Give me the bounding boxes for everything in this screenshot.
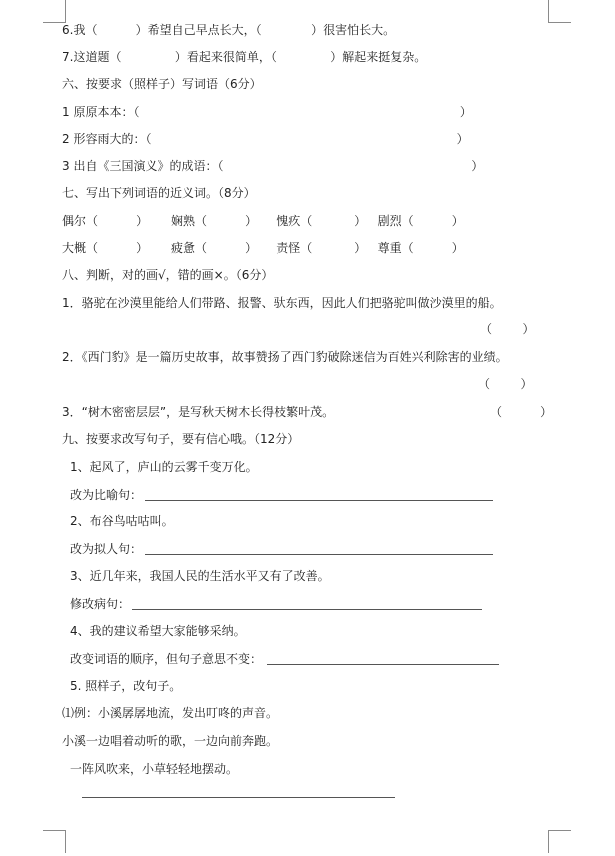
item-6-3: 3 出自《三国演义》的成语：（ ） [62,159,484,173]
section-7-heading: 七、写出下列词语的近义词。（8分） [62,186,256,200]
item-6-1: 1 原原本本：（ ） [62,105,472,119]
answer-line-1 [145,500,493,501]
question-6: 6.我（ ）希望自己早点长大，（ ）很害怕长大。 [62,23,396,37]
rewrite-5-example: ⑴例：小溪孱孱地流，发出叮咚的声音。 [62,706,279,720]
section-6-heading: 六、按要求（照样子）写词语（6分） [62,77,262,91]
crop-mark-bottom-right [548,830,571,853]
crop-mark-top-left [43,0,66,23]
rewrite-3-prompt: 修改病句： [70,597,131,611]
section-8-heading: 八、判断，对的画√，错的画×。（6分） [62,268,274,282]
rewrite-1: 1、起风了，庐山的云雾千变万化。 [70,460,258,474]
rewrite-2: 2、布谷鸟咕咕叫。 [70,514,174,528]
rewrite-5-task: 一阵风吹来，小草轻轻地摆动。 [70,762,239,776]
rewrite-2-prompt: 改为拟人句： [70,542,143,556]
synonym-row-1: 偶尔（ ） 娴熟（ ） 愧疚（ ） 剧烈（ ） [62,214,464,228]
rewrite-5-model: 小溪一边唱着动听的歌，一边向前奔跑。 [62,734,279,748]
judge-3: 3．“树木密密层层”，是写秋天树木长得枝繁叶茂。 [62,405,335,419]
judge-3-answer: （ ） [490,405,553,419]
rewrite-3: 3、近几年来，我国人民的生活水平又有了改善。 [70,569,330,583]
judge-2-answer: （ ） [478,377,533,391]
question-7: 7.这道题（ ）看起来很简单，（ ）解起来挺复杂。 [62,50,427,64]
section-9-heading: 九、按要求改写句子，要有信心哦。（12分） [62,432,300,446]
rewrite-5: 5. 照样子，改句子。 [70,679,182,693]
judge-2: 2．《西门豹》是一篇历史故事，故事赞扬了西门豹破除迷信为百姓兴利除害的业绩。 [62,350,508,364]
judge-1-answer: （ ） [480,322,535,336]
crop-mark-bottom-left [43,830,66,853]
judge-1: 1．骆驼在沙漠里能给人们带路、报警、驮东西，因此人们把骆驼叫做沙漠里的船。 [62,296,502,310]
crop-mark-top-right [548,0,571,23]
rewrite-4: 4、我的建议希望大家能够采纳。 [70,624,246,638]
answer-line-4 [267,664,499,665]
answer-line-2 [145,554,493,555]
item-6-2: 2 形容雨大的：（ ） [62,132,469,146]
answer-line-3 [132,609,482,610]
answer-line-5 [82,797,395,798]
rewrite-4-prompt: 改变词语的顺序，但句子意思不变： [70,652,263,666]
synonym-row-2: 大概（ ） 疲惫（ ） 责怪（ ） 尊重（ ） [62,241,464,255]
rewrite-1-prompt: 改为比喻句： [70,488,143,502]
